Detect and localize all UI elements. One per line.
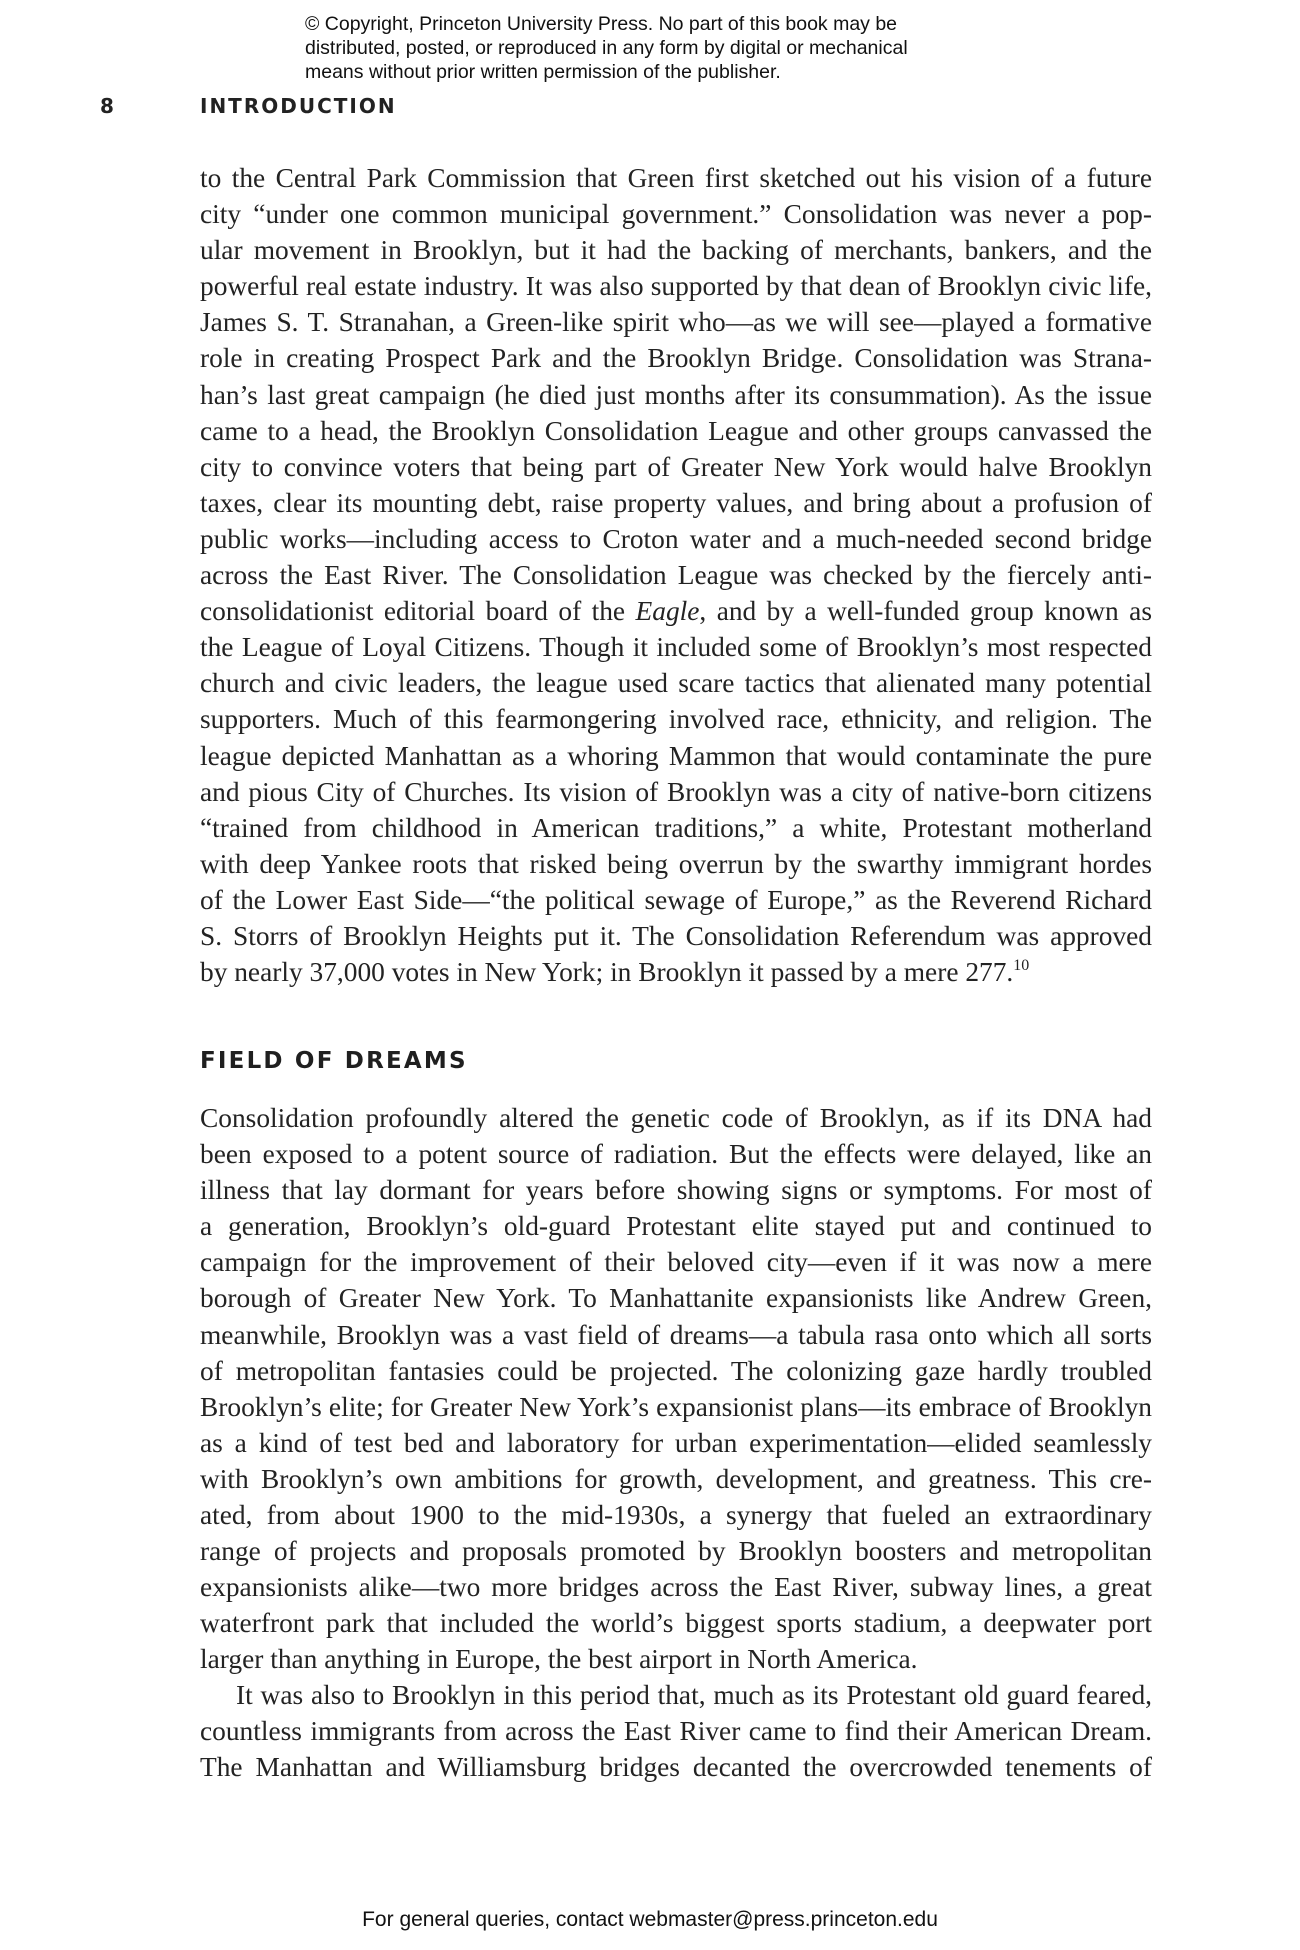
body-paragraph — [200, 1100, 1152, 1678]
text-line: been exposed to a potent source of radiation. But the effects were delayed, like an — [200, 1139, 1152, 1170]
text-line: han’s last great campaign (he died just months after its consummation). As the issue — [200, 379, 1152, 410]
text-line: church and civic leaders, the league used scare tactics that alienated many potential — [200, 668, 1152, 699]
text-line: ated, from about 1900 to the mid-1930s, a synergy that fueled an extraordinary — [200, 1500, 1152, 1531]
copyright-line: distributed, posted, or reproduced in any form by digital or mechanical — [305, 37, 908, 59]
text-line — [200, 593, 1152, 629]
text-line: borough of Greater New York. To Manhattanite expansionists like Andrew Green, — [200, 1283, 1152, 1314]
text-line: of the Lower East Side—“the political sewage of Europe,” as the Reverend Richard — [200, 884, 1152, 915]
publication-title: Eagle — [635, 596, 700, 627]
footnote-reference: 10 — [1013, 957, 1030, 975]
body-paragraph — [200, 160, 1152, 990]
text-line: public works—including access to Croton water and a much-needed second bridge — [200, 523, 1152, 554]
text-line: as a kind of test bed and laboratory for urban experimentation—elided seamlessly — [200, 1427, 1152, 1458]
text-line: with Brooklyn’s own ambitions for growth, development, and greatness. This cre- — [200, 1463, 1152, 1494]
text-line: The Manhattan and Williamsburg bridges decanted the overcrowded tenements of — [200, 1752, 1152, 1783]
text-line: the League of Loyal Citizens. Though it included some of Brooklyn’s most respected — [200, 632, 1152, 663]
text-line: city “under one common municipal government.” Consolidation was never a pop- — [200, 199, 1152, 230]
text-line: powerful real estate industry. It was also supported by that dean of Brooklyn civic life, — [200, 271, 1152, 302]
text-line: a generation, Brooklyn’s old-guard Protestant elite stayed put and continued to — [200, 1211, 1152, 1242]
text-line: illness that lay dormant for years before showing signs or symptoms. For most of — [200, 1175, 1152, 1206]
text-line: S. Storrs of Brooklyn Heights put it. The Consolidation Referendum was approved — [200, 920, 1152, 951]
text-line: meanwhile, Brooklyn was a vast field of dreams—a tabula rasa onto which all sorts — [200, 1319, 1152, 1350]
text-line: of metropolitan fantasies could be projected. The colonizing gaze hardly troubled — [200, 1355, 1152, 1386]
text-line: “trained from childhood in American traditions,” a white, Protestant motherland — [200, 812, 1152, 843]
text-segment: consolidationist editorial board of the — [200, 596, 626, 627]
text-line: waterfront park that included the world’s biggest sports stadium, a deepwater port — [200, 1608, 1152, 1639]
text-line: range of projects and proposals promoted by Brooklyn boosters and metropolitan — [200, 1536, 1152, 1567]
text-line: Consolidation profoundly altered the genetic code of Brooklyn, as if its DNA had — [200, 1103, 1152, 1133]
text-line: ular movement in Brooklyn, but it had the backing of merchants, bankers, and the — [200, 235, 1152, 266]
text-line: It was also to Brooklyn in this period that, much as its Protestant old guard feared, — [236, 1680, 1152, 1710]
text-line: Brooklyn’s elite; for Greater New York’s expansionist plans—its embrace of Brooklyn — [200, 1391, 1152, 1422]
text-line: city to convince voters that being part of Greater New York would halve Brooklyn — [200, 451, 1152, 482]
text-line: with deep Yankee roots that risked being overrun by the swarthy immigrant hordes — [200, 848, 1152, 879]
copyright-line: © Copyright, Princeton University Press. No part of this book may be — [305, 13, 898, 35]
text-segment: , and by a well-funded group known as — [699, 596, 1152, 627]
text-line: league depicted Manhattan as a whoring Mammon that would contaminate the pure — [200, 740, 1152, 771]
text-line: countless immigrants from across the East River came to find their American Dream. — [200, 1716, 1152, 1747]
section-heading: FIELD OF DREAMS — [200, 1048, 468, 1074]
text-line: campaign for the improvement of their beloved city—even if it was now a mere — [200, 1247, 1152, 1278]
text-line: supporters. Much of this fearmongering involved race, ethnicity, and religion. The — [200, 704, 1152, 735]
text-line — [200, 954, 1152, 990]
text-line: expansionists alike—two more bridges across the East River, subway lines, a great — [200, 1572, 1152, 1603]
footer-contact: For general queries, contact webmaster@press.princeton.edu — [362, 1908, 938, 1931]
copyright-notice — [305, 12, 1025, 84]
copyright-line: means without prior written permission of the publisher. — [305, 61, 781, 83]
text-line: taxes, clear its mounting debt, raise property values, and bring about a profusion of — [200, 487, 1152, 518]
text-line: across the East River. The Consolidation League was checked by the fiercely anti- — [200, 560, 1152, 591]
text-line: James S. T. Stranahan, a Green-like spirit who—as we will see—played a formative — [200, 307, 1152, 338]
text-line: larger than anything in Europe, the best airport in North America. — [200, 1644, 918, 1675]
page-number: 8 — [100, 94, 116, 118]
text-line: to the Central Park Commission that Green first sketched out his vision of a future — [200, 163, 1152, 193]
text-line: and pious City of Churches. Its vision of Brooklyn was a city of native-born citizens — [200, 776, 1152, 807]
body-paragraph — [200, 1677, 1152, 1785]
running-head-section: INTRODUCTION — [200, 94, 397, 118]
text-line: came to a head, the Brooklyn Consolidation League and other groups canvassed the — [200, 415, 1152, 446]
text-segment: by nearly 37,000 votes in New York; in Brooklyn it passed by a mere 277. — [200, 957, 1014, 988]
text-line: role in creating Prospect Park and the Brooklyn Bridge. Consolidation was Strana- — [200, 343, 1152, 374]
